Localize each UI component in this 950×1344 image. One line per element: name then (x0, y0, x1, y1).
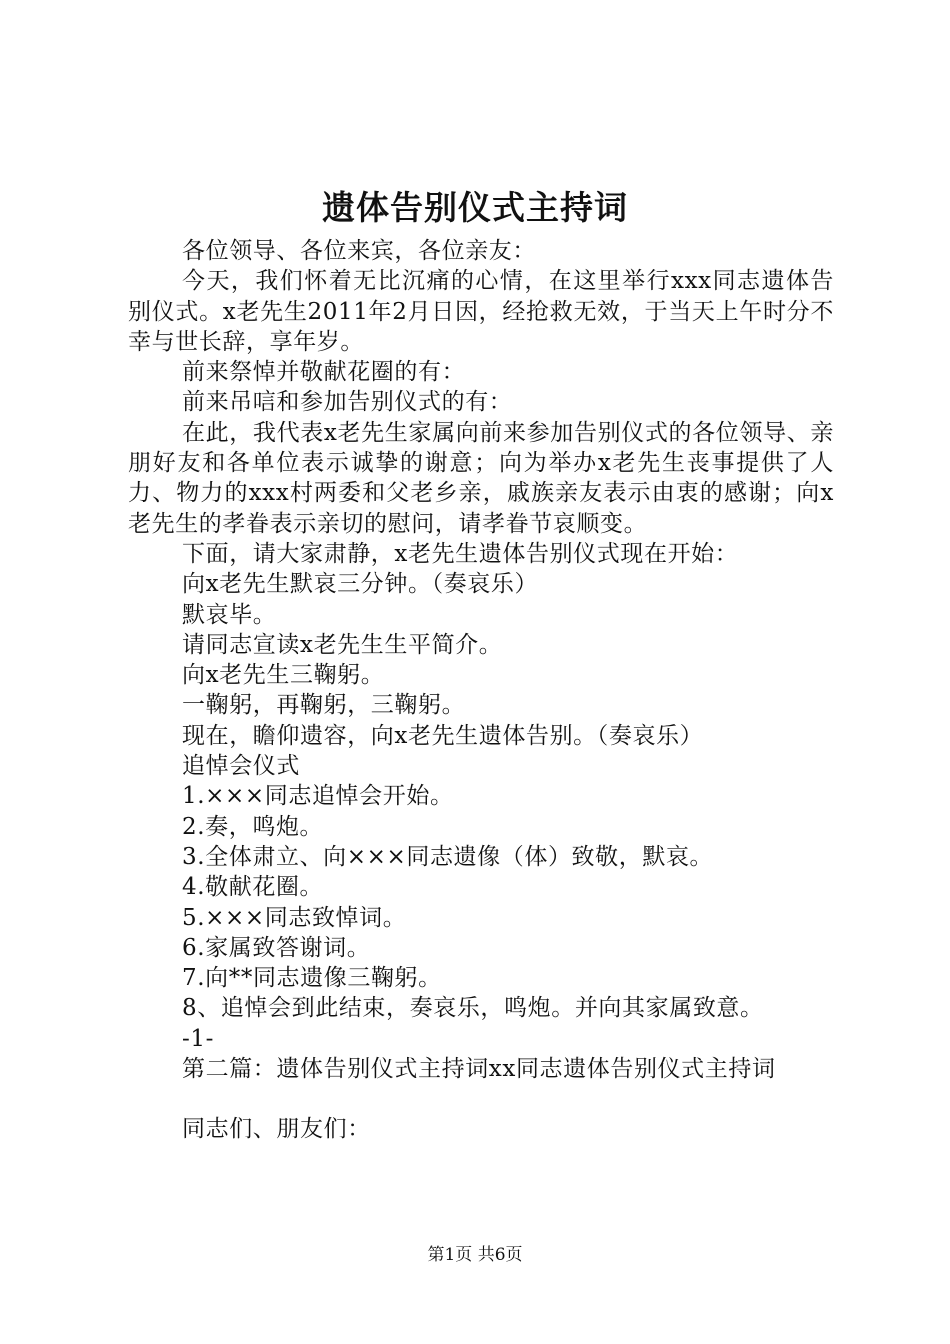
paragraph-thanks: 在此，我代表x老先生家属向前来参加告别仪式的各位领导、亲朋好友和各单位表示诚挚的谢意；向为举办x老先生丧事提供了人力、物力的xxx村两委和父老乡亲，戚族亲友表示由衷的感谢；向x老先生的孝眷表示亲切的慰问，请孝眷节哀顺变。 (128, 419, 834, 537)
line-bow: 向x老先生三鞠躬。 (182, 662, 385, 689)
document-body (128, 236, 834, 1145)
list-item: 4.敬献花圈。 (182, 874, 324, 901)
line-memorial-heading: 追悼会仪式 (182, 753, 300, 780)
line-ceremony-start: 下面，请大家肃静，x老先生遗体告别仪式现在开始： (182, 540, 739, 567)
page-footer: 第1页 共6页 (427, 1245, 523, 1265)
second-section-heading: 第二篇：遗体告别仪式主持词xx同志遗体告别仪式主持词 (182, 1056, 776, 1083)
paragraph-greeting: 各位领导、各位来宾，各位亲友： (182, 238, 536, 264)
line-three-bows: 一鞠躬，再鞠躬，三鞠躬。 (182, 692, 466, 719)
list-item: 3.全体肃立、向×××同志遗像（体）致敬，默哀。 (182, 843, 714, 870)
paragraph-opening: 今天，我们怀着无比沉痛的心情，在这里举行xxx同志遗体告别仪式。x老先生2011年2月日因，经抢救无效，于当天上午时分不幸与世长辞，享年岁。 (128, 268, 834, 355)
blank-line (128, 1084, 834, 1114)
list-item: 1.×××同志追悼会开始。 (182, 783, 454, 810)
document-title: 遗体告别仪式主持词 (322, 188, 628, 227)
line-second-greeting: 同志们、朋友们： (182, 1116, 371, 1143)
paragraph-wreath-givers: 前来祭悼并敬献花圈的有： (182, 359, 466, 386)
list-item: 7.向**同志遗像三鞠躬。 (182, 965, 442, 992)
list-item: 5.×××同志致悼词。 (182, 904, 407, 931)
list-item: 2.奏，鸣炮。 (182, 813, 324, 840)
paragraph-attendees: 前来吊唁和参加告别仪式的有： (182, 389, 513, 416)
line-silence-end: 默哀毕。 (182, 601, 277, 628)
line-biography: 请同志宣读x老先生生平简介。 (182, 631, 503, 658)
line-silence: 向x老先生默哀三分钟。（奏哀乐） (182, 571, 539, 598)
inner-page-number: -1- (182, 1025, 214, 1052)
line-farewell: 现在，瞻仰遗容，向x老先生遗体告别。（奏哀乐） (182, 722, 704, 749)
list-item: 8、追悼会到此结束，奏哀乐，鸣炮。并向其家属致意。 (182, 995, 764, 1022)
list-item: 6.家属致答谢词。 (182, 934, 371, 961)
